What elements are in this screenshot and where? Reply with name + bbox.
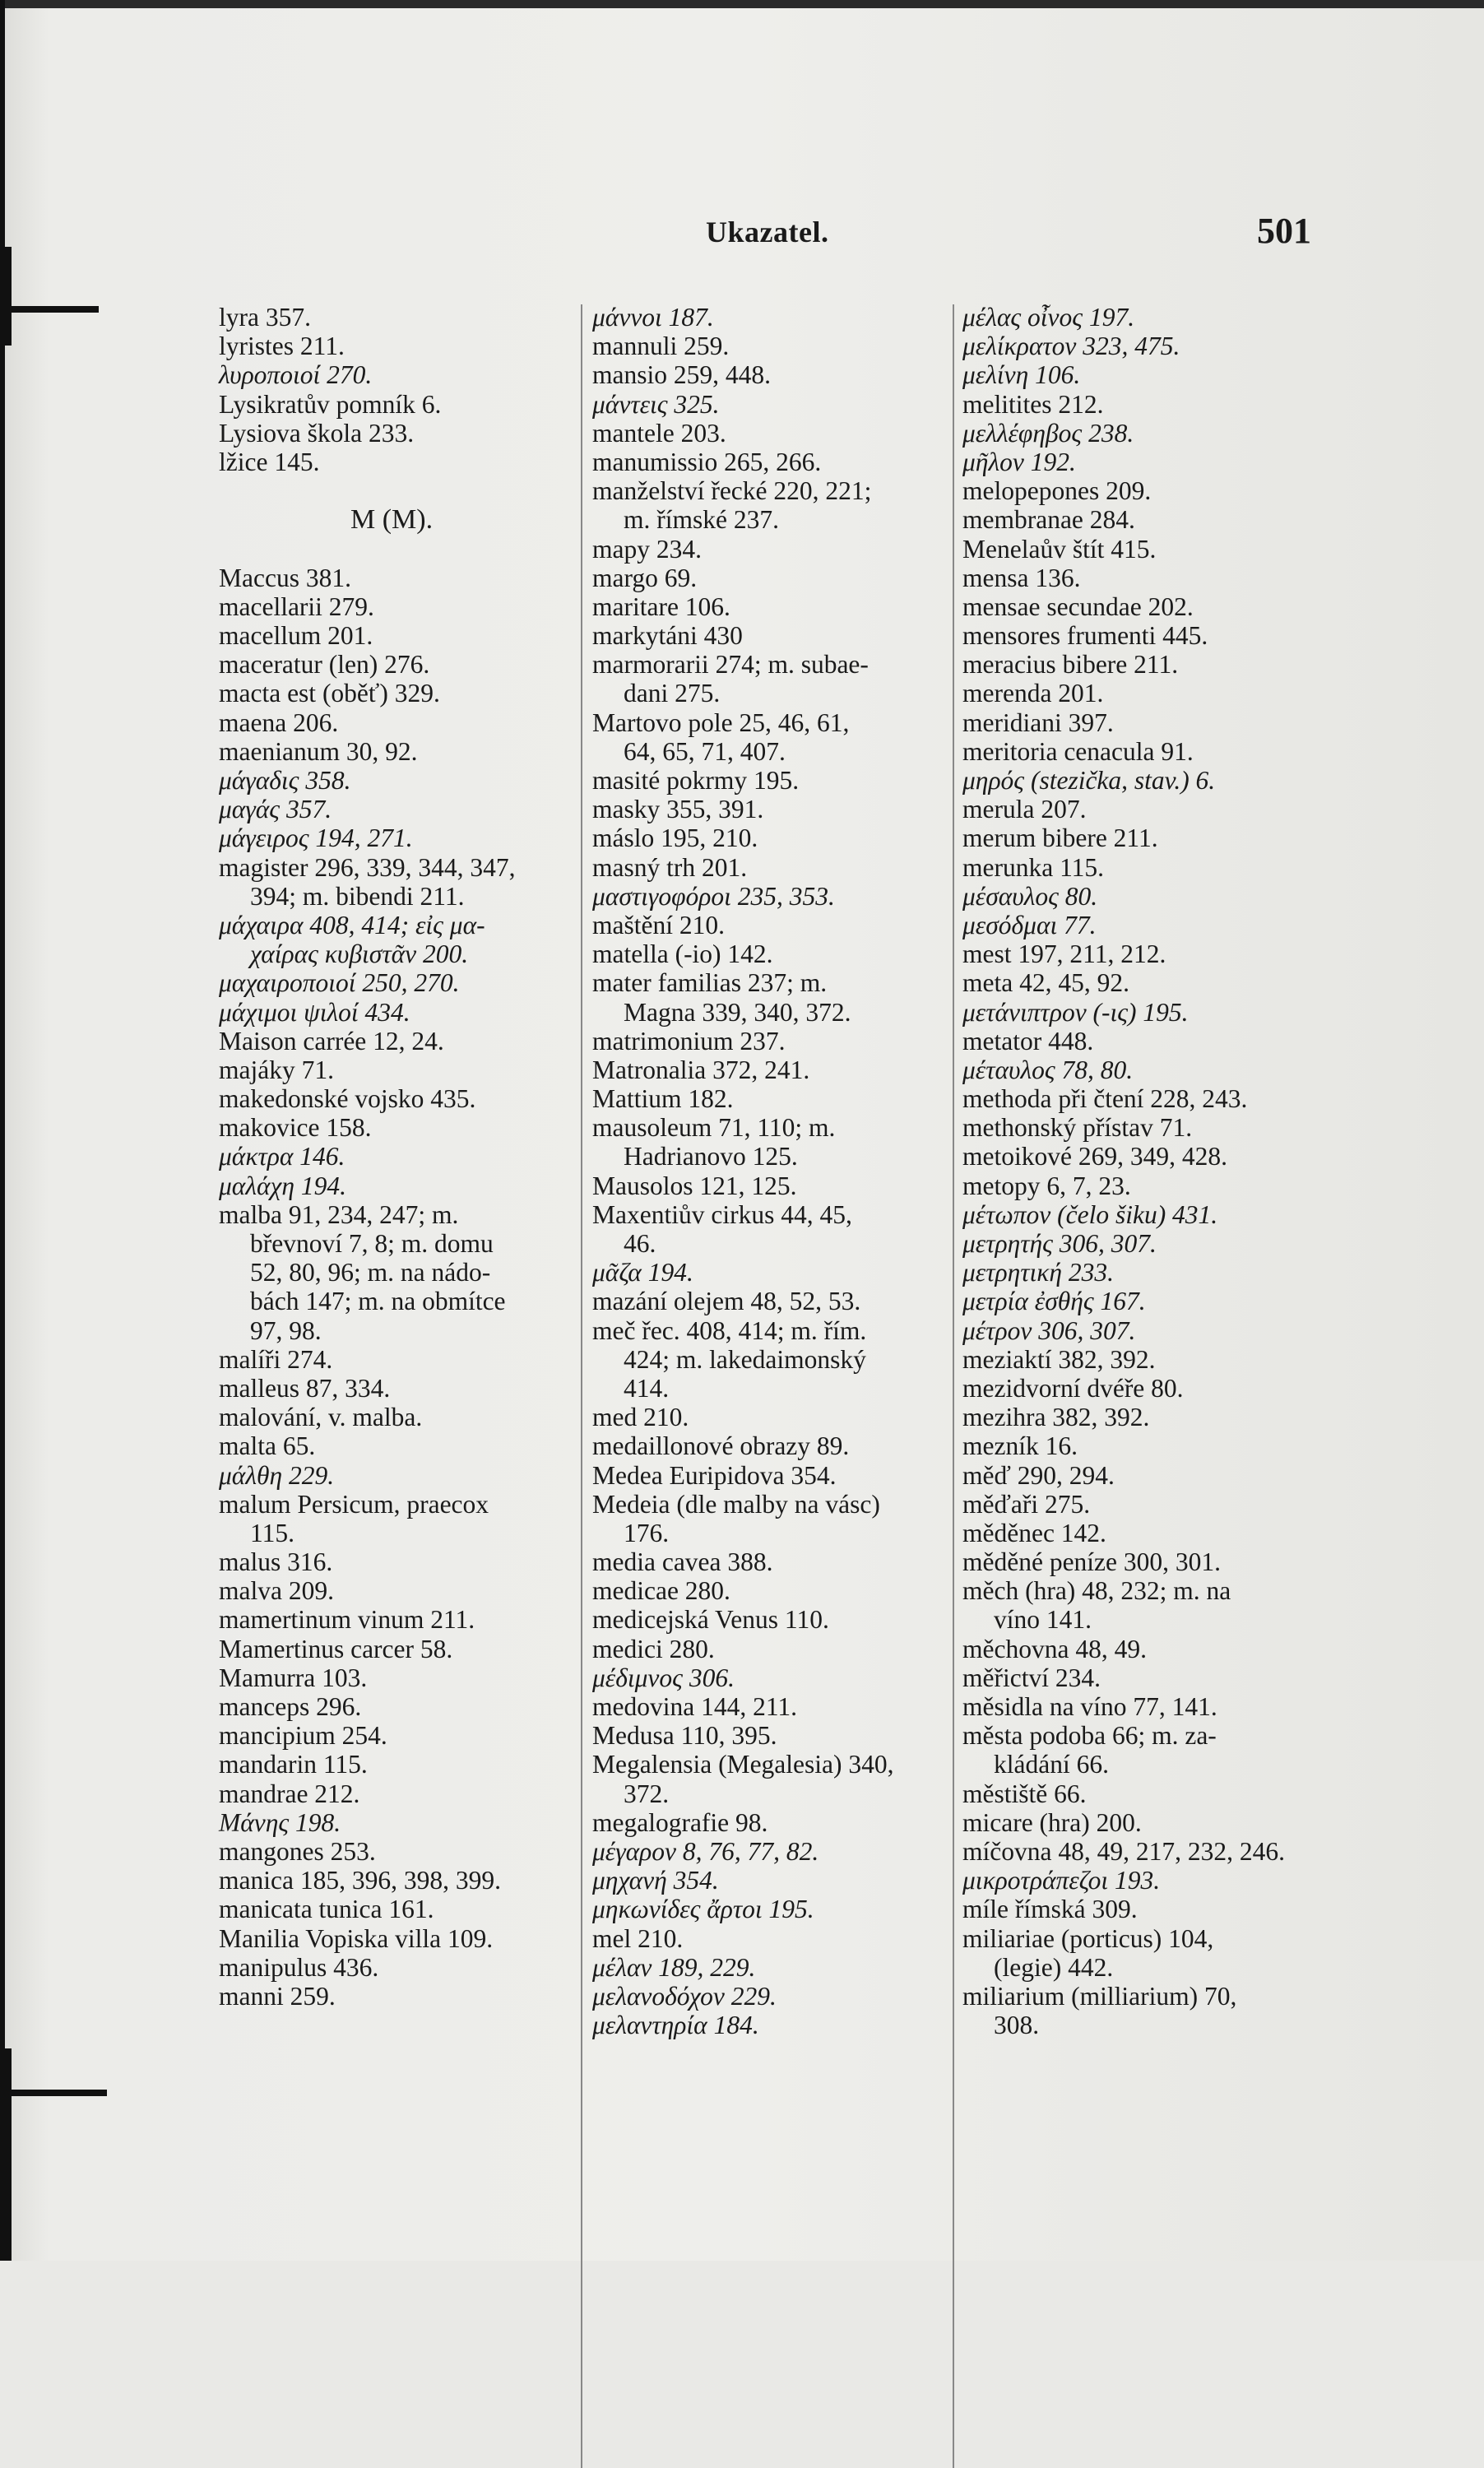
index-entry: μέσαυλος 80. [962,881,1098,911]
index-entry: měchovna 48, 49. [962,1634,1147,1663]
index-entry: maena 206. [219,707,339,737]
index-entry: 176. [624,1518,670,1547]
index-entry: membranae 284. [962,505,1135,535]
page-number: 501 [1257,211,1311,251]
index-entry: miliariae (porticus) 104, [962,1923,1214,1953]
index-entry: měďaři 275. [962,1489,1091,1519]
index-entry: maenianum 30, 92. [219,736,418,766]
index-entry: medicae 280. [592,1576,730,1606]
index-entry: Matronalia 372, 241. [592,1055,810,1084]
index-entry: 115. [250,1518,294,1547]
index-entry: makovice 158. [219,1113,372,1143]
index-entry: megalografie 98. [592,1807,768,1837]
page-header [0,210,1484,259]
index-entry: medici 280. [592,1634,715,1663]
index-entry: malum Persicum, praecox [219,1489,489,1519]
index-entry: merula 207. [962,795,1087,824]
index-entry: matrimonium 237. [592,1026,786,1055]
index-entry: merunka 115. [962,852,1105,882]
index-entry: 414. [624,1373,670,1403]
index-entry: Hadrianovo 125. [624,1142,798,1171]
index-entry: malva 209. [219,1576,334,1606]
index-entry: μάντεις 325. [592,389,720,419]
index-entry: malleus 87, 334. [219,1373,391,1403]
index-entry: měch (hra) 48, 232; m. na [962,1576,1231,1606]
index-entry: manica 185, 396, 398, 399. [219,1866,501,1895]
index-entry: makedonské vojsko 435. [219,1084,476,1114]
index-entry: masité pokrmy 195. [592,766,800,795]
index-entry: (legie) 442. [994,1952,1114,1982]
scan-tick-2 [0,2090,107,2096]
index-entry: Mamertinus carcer 58. [219,1634,453,1663]
index-entry: Lysiova škola 233. [219,418,415,448]
index-entry: Maison carrée 12, 24. [219,1026,444,1055]
scan-top-edge [0,0,1484,8]
index-entry: marmorarii 274; m. subae- [592,650,869,680]
index-entry: metator 448. [962,1026,1094,1055]
index-entry: dani 275. [624,679,721,708]
index-entry: micare (hra) 200. [962,1807,1142,1837]
index-entry: μέλας οἶνος 197. [962,303,1135,332]
index-entry: mangones 253. [219,1836,376,1866]
index-entry: maceratur (len) 276. [219,650,430,680]
index-entry: mezihra 382, 392. [962,1403,1150,1432]
index-entry: měsidla na víno 77, 141. [962,1692,1217,1721]
index-entry: metoikové 269, 349, 428. [962,1142,1227,1171]
index-entry: mantele 203. [592,418,726,448]
index-entry: malování, v. malba. [219,1403,423,1432]
index-entry: 64, 65, 71, 407. [624,736,786,766]
index-entry: míle římská 309. [962,1895,1138,1924]
index-entry: měděnec 142. [962,1518,1106,1547]
spacer [219,535,581,564]
index-entry: χαίρας κυβιστᾶν 200. [250,939,469,969]
index-entry: mancipium 254. [219,1721,387,1751]
index-entry: μετάνιπτρον (-ις) 195. [962,997,1189,1027]
scan-tick-1 [0,306,99,313]
index-entry: miliarium (milliarium) 70, [962,1981,1237,2011]
index-entry: meč řec. 408, 414; m. řím. [592,1315,867,1345]
index-entry: μέτωπον (čelo šiku) 431. [962,1199,1218,1229]
section-heading: M (M). [350,504,434,536]
index-entry: μάχιμοι ψιλοί 434. [219,997,410,1027]
index-entry: mensae secundae 202. [962,591,1194,621]
index-entry: methonský přístav 71. [962,1113,1193,1143]
index-entry: Megalensia (Megalesia) 340, [592,1750,894,1779]
index-entry: mapy 234. [592,534,702,564]
index-entry: markytáni 430 [592,621,743,651]
index-column-3 [962,303,1324,2039]
index-entry: macellarii 279. [219,591,374,621]
index-entry: Mattium 182. [592,1084,734,1114]
index-entry: malíři 274. [219,1344,333,1374]
index-entry: manni 259. [219,1981,336,2011]
index-entry: malta 65. [219,1431,316,1461]
index-entry: manželství řecké 220, 221; [592,476,872,506]
index-entry: Mamurra 103. [219,1663,368,1692]
index-entry: mazání olejem 48, 52, 53. [592,1287,861,1316]
index-entry: lžice 145. [219,447,320,476]
index-entry: mest 197, 211, 212. [962,939,1166,969]
index-entry: melitites 212. [962,389,1104,419]
index-entry: kládání 66. [994,1750,1109,1779]
index-entry: 97, 98. [250,1315,322,1345]
index-entry: μέτρον 306, 307. [962,1315,1136,1345]
index-entry: manipulus 436. [219,1952,379,1982]
index-entry: μέλαν 189, 229. [592,1952,756,1982]
index-entry: med 210. [592,1403,689,1432]
index-entry: bách 147; m. na obmítce [250,1287,506,1316]
index-entry: merenda 201. [962,679,1104,708]
index-entry: maritare 106. [592,591,730,621]
index-entry: víno 141. [994,1605,1092,1635]
index-entry: Maxentiův cirkus 44, 45, [592,1199,852,1229]
index-entry: merum bibere 211. [962,823,1158,853]
index-entry: měď 290, 294. [962,1460,1115,1490]
index-entry: mannuli 259. [592,332,730,361]
index-entry: μέταυλος 78, 80. [962,1055,1134,1084]
index-entry: Lysikratův pomník 6. [219,389,442,419]
index-column-1 [219,303,581,2011]
index-entry: Magna 339, 340, 372. [624,997,851,1027]
index-entry: μετρία ἐσθής 167. [962,1287,1146,1316]
index-entry: mansio 259, 448. [592,360,771,390]
index-entry: 52, 80, 96; m. na nádo- [250,1258,491,1287]
index-entry: μαλάχη 194. [219,1171,347,1200]
index-entry: manceps 296. [219,1692,362,1721]
index-entry: 424; m. lakedaimonský [624,1344,866,1374]
index-entry: μᾶζα 194. [592,1258,693,1287]
index-entry: μέδιμνος 306. [592,1663,735,1692]
index-entry: margo 69. [592,563,698,592]
index-entry: μάγαδις 358. [219,766,351,795]
index-entry: μάννοι 187. [592,303,714,332]
index-entry: λυροποιοί 270. [219,360,373,390]
column-rule-1 [581,304,582,2468]
index-entry: μῆλον 192. [962,447,1076,476]
index-entry: μετρητής 306, 307. [962,1229,1157,1258]
index-entry: maštění 210. [592,910,725,939]
index-entry: Medusa 110, 395. [592,1721,777,1751]
index-entry: μελίνη 106. [962,360,1081,390]
index-entry: mater familias 237; m. [592,968,828,998]
index-entry: Manilia Vopiska villa 109. [219,1923,494,1953]
index-entry: magister 296, 339, 344, 347, [219,852,516,882]
spacer [219,476,581,505]
index-entry: medicejská Venus 110. [592,1605,829,1635]
index-entry: 46. [624,1229,656,1258]
index-entry: lyra 357. [219,303,311,332]
index-entry: Maccus 381. [219,563,351,592]
index-entry: μεσόδμαι 77. [962,910,1097,939]
index-entry: μαχαιροποιοί 250, 270. [219,968,460,998]
index-entry: měřictví 234. [962,1663,1101,1692]
index-entry: μελαντηρία 184. [592,2011,759,2040]
index-entry: methoda při čtení 228, 243. [962,1084,1248,1114]
index-entry: m. římské 237. [624,505,779,535]
index-entry: míčovna 48, 49, 217, 232, 246. [962,1836,1285,1866]
index-entry: manicata tunica 161. [219,1895,434,1924]
index-entry: Martovo pole 25, 46, 61, [592,707,850,737]
index-entry: μηκωνίδες ἄρτοι 195. [592,1895,814,1924]
index-entry: Medea Euripidova 354. [592,1460,837,1490]
index-entry: macellum 201. [219,621,373,651]
index-entry: 394; m. bibendi 211. [250,881,465,911]
index-entry: μάχαιρα 408, 414; εἰς μα- [219,910,485,939]
index-entry: metopy 6, 7, 23. [962,1171,1131,1200]
index-entry: města podoba 66; m. za- [962,1721,1217,1751]
index-entry: masky 355, 391. [592,795,764,824]
index-entry: μέγαρον 8, 76, 77, 82. [592,1836,819,1866]
index-entry: mel 210. [592,1923,684,1953]
index-entry: mensa 136. [962,563,1081,592]
index-entry: manumissio 265, 266. [592,447,822,476]
index-entry: mezidvorní dvéře 80. [962,1373,1184,1403]
index-entry: meridiani 397. [962,707,1114,737]
index-entry: medaillonové obrazy 89. [592,1431,850,1461]
index-entry: media cavea 388. [592,1547,773,1577]
index-entry: μηχανή 354. [592,1866,719,1895]
index-entry: mezník 16. [962,1431,1078,1461]
index-entry: břevnoví 7, 8; m. domu [250,1229,494,1258]
index-entry: mandarin 115. [219,1750,368,1779]
running-head: Ukazatel. [706,216,829,248]
index-entry: μαγάς 357. [219,795,332,824]
index-entry: Medeia (dle malby na vásc) [592,1489,880,1519]
scan-left-mark-2 [0,2048,12,2261]
index-entry: matella (-io) 142. [592,939,773,969]
index-entry: μάλθη 229. [219,1460,335,1490]
index-entry: μελανοδόχον 229. [592,1981,777,2011]
index-entry: μηρός (stezička, stav.) 6. [962,766,1216,795]
index-entry: Μάνης 198. [219,1807,341,1837]
index-entry: lyristes 211. [219,332,345,361]
index-entry: masný trh 201. [592,852,748,882]
index-entry: mandrae 212. [219,1779,360,1808]
index-entry: μάκτρα 146. [219,1142,345,1171]
index-entry: mensores frumenti 445. [962,621,1208,651]
index-entry: meta 42, 45, 92. [962,968,1129,998]
index-entry: μικροτράπεζοι 193. [962,1866,1161,1895]
index-entry: máslo 195, 210. [592,823,758,853]
index-entry: mamertinum vinum 211. [219,1605,475,1635]
index-entry: Mausolos 121, 125. [592,1171,797,1200]
index-entry: μάγειρος 194, 271. [219,823,413,853]
index-entry: melopepones 209. [962,476,1152,506]
index-entry: μετρητική 233. [962,1258,1115,1287]
index-entry: malba 91, 234, 247; m. [219,1199,459,1229]
index-entry: mausoleum 71, 110; m. [592,1113,836,1143]
index-entry: městiště 66. [962,1779,1087,1808]
index-entry: měděné peníze 300, 301. [962,1547,1222,1577]
index-entry: Menelaův štít 415. [962,534,1157,564]
index-entry: meritoria cenacula 91. [962,736,1194,766]
index-entry: μαστιγοφόροι 235, 353. [592,881,835,911]
index-entry: 308. [994,2011,1040,2040]
index-entry: μελίκρατον 323, 475. [962,332,1180,361]
index-entry: meziaktí 382, 392. [962,1344,1156,1374]
index-entry: medovina 144, 211. [592,1692,798,1721]
index-entry: majáky 71. [219,1055,334,1084]
index-column-2 [592,303,954,2039]
index-entry: macta est (oběť) 329. [219,679,440,708]
index-entry: μελλέφηβος 238. [962,418,1134,448]
index-entry: meracius bibere 211. [962,650,1179,680]
scan-left-mark-1 [0,247,12,346]
index-entry: 372. [624,1779,670,1808]
index-entry: malus 316. [219,1547,333,1577]
